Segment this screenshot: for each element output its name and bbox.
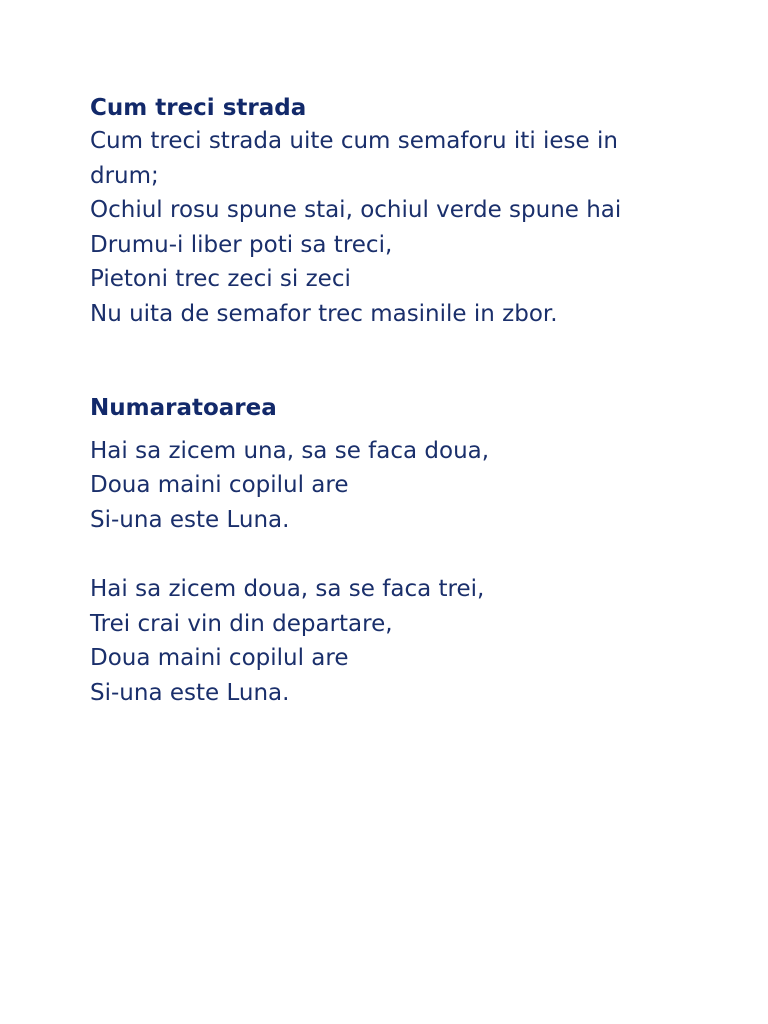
poem-line: Si-una este Luna. [90, 506, 290, 533]
stanza-spacer [90, 537, 730, 572]
stanza [90, 572, 730, 710]
poem-line: Trei crai vin din departare, [90, 610, 393, 637]
poem-line: Ochiul rosu spune stai, ochiul verde spune hai [90, 197, 622, 224]
poem-line: Nu uita de semafor trec masinile in zbor. [90, 300, 558, 327]
poem-line: Doua maini copilul are [90, 645, 349, 672]
poem-line: Cum treci strada uite cum semaforu iti iese in drum; [90, 128, 618, 189]
poem-line: Si-una este Luna. [90, 679, 290, 706]
poem-line: Drumu-i liber poti sa treci, [90, 231, 393, 258]
document-page [90, 92, 730, 710]
poem-cum-treci-strada [90, 92, 730, 332]
stanza [90, 434, 730, 538]
poem-numaratoarea [90, 392, 730, 711]
poem-line: Doua maini copilul are [90, 472, 349, 499]
poem-line: Hai sa zicem doua, sa se faca trei, [90, 575, 485, 602]
poem-line: Hai sa zicem una, sa se faca doua, [90, 437, 490, 464]
poem-line: Pietoni trec zeci si zeci [90, 266, 351, 293]
poem-title: Cum treci strada [90, 95, 307, 121]
poem-title: Numaratoarea [90, 394, 277, 421]
